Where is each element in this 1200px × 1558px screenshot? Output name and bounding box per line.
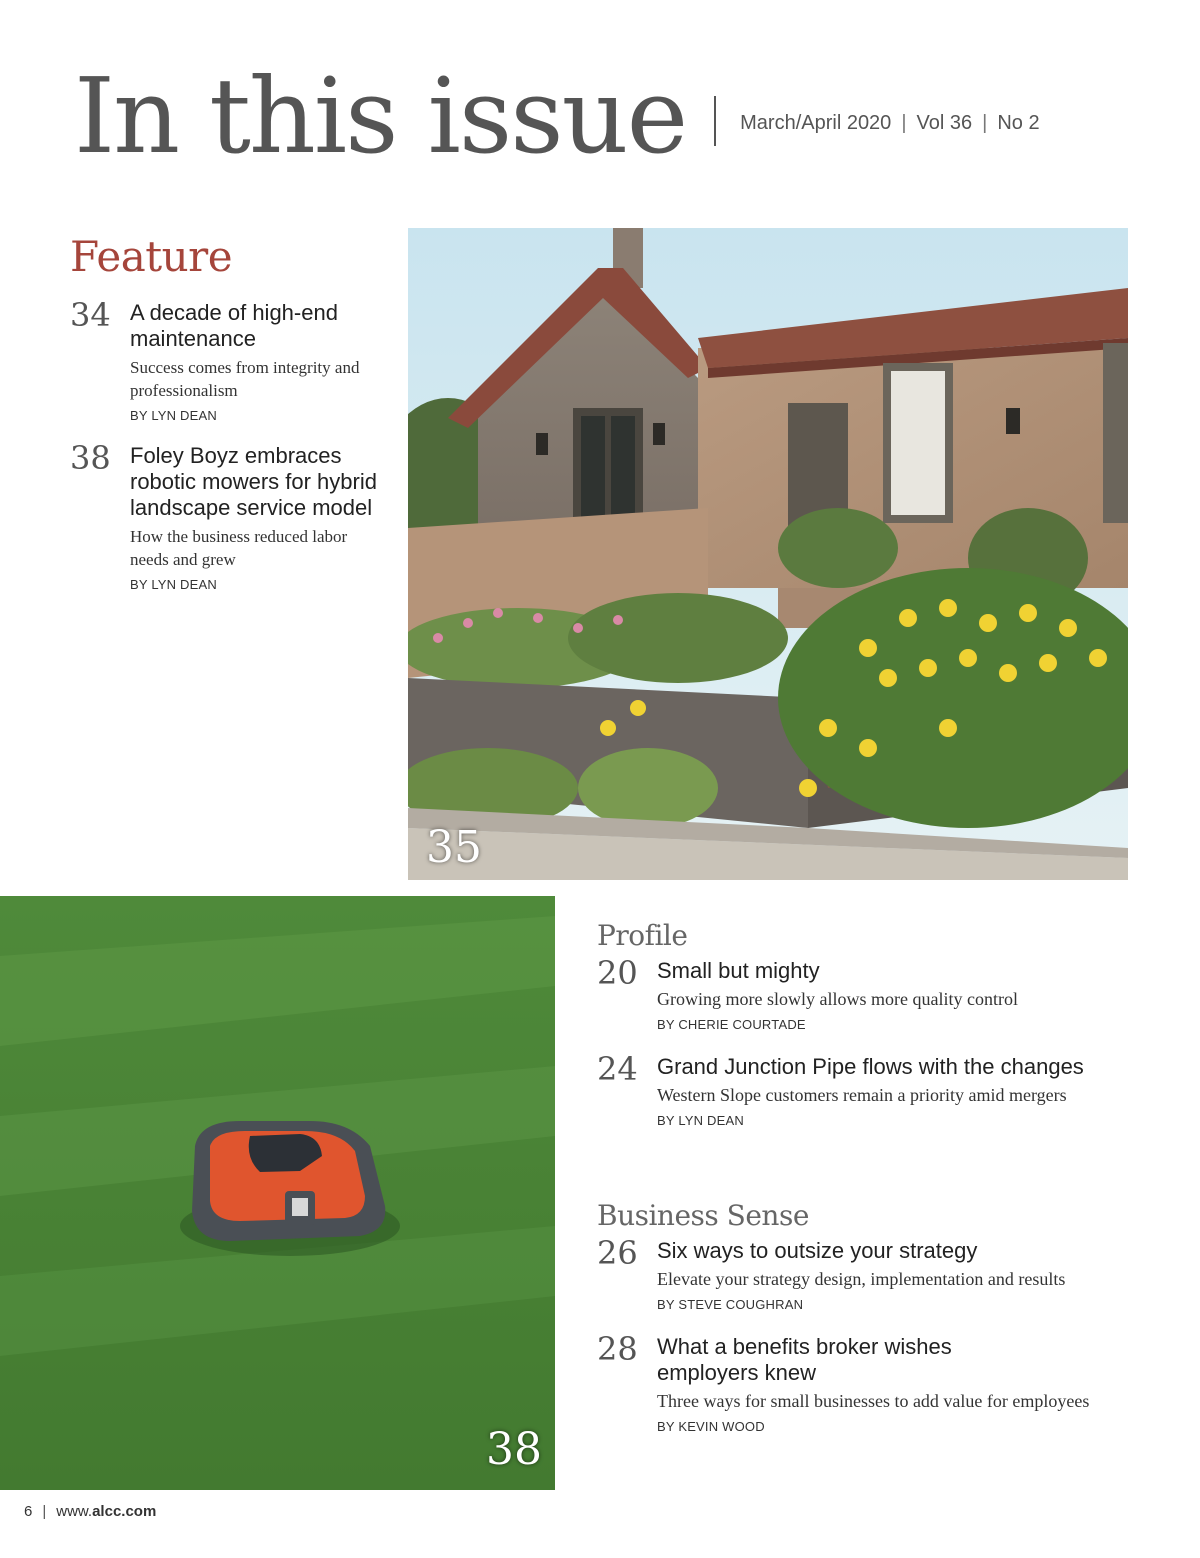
masthead bbox=[74, 56, 1040, 176]
issue-info bbox=[740, 112, 1039, 135]
business-sense-section bbox=[597, 1199, 1157, 1456]
entry-title: What a benefits broker wishes employers knew bbox=[657, 1334, 952, 1385]
entry-byline: BY STEVE COUGHRAN bbox=[657, 1297, 804, 1312]
issue-number: No 2 bbox=[997, 111, 1040, 134]
entry-byline: BY LYN DEAN bbox=[657, 1113, 744, 1128]
entry-subtitle: Western Slope customers remain a priority amid mergers bbox=[657, 1085, 1067, 1105]
footer-divider: | bbox=[42, 1503, 47, 1520]
entry-byline: BY CHERIE COURTADE bbox=[657, 1017, 806, 1032]
page-number: 6 bbox=[24, 1503, 33, 1520]
issue-separator: | bbox=[982, 111, 988, 134]
page-footer bbox=[24, 1503, 156, 1520]
entry-subtitle: Three ways for small businesses to add value for employees bbox=[657, 1391, 1090, 1411]
robotic-mower-photo bbox=[0, 896, 555, 1490]
profile-section bbox=[597, 919, 1157, 1150]
website-prefix: www. bbox=[56, 1503, 93, 1520]
entry-page-number: 28 bbox=[597, 1330, 638, 1368]
entry-page-number: 26 bbox=[597, 1234, 638, 1272]
entry-title: Foley Boyz embraces robotic mowers for hybrid landscape service model bbox=[130, 443, 377, 520]
feature-heading: Feature bbox=[70, 232, 233, 281]
toc-entry[interactable] bbox=[597, 954, 1157, 1032]
entry-byline: BY LYN DEAN bbox=[130, 577, 217, 592]
toc-entry[interactable] bbox=[70, 439, 390, 592]
toc-entry[interactable] bbox=[70, 296, 390, 423]
toc-entry[interactable] bbox=[597, 1234, 1157, 1312]
issue-volume: Vol 36 bbox=[916, 111, 973, 134]
profile-heading: Profile bbox=[597, 919, 688, 952]
issue-separator: | bbox=[901, 111, 907, 134]
issue-date: March/April 2020 bbox=[740, 111, 892, 134]
entry-page-number: 20 bbox=[597, 954, 638, 992]
feature-section bbox=[70, 232, 390, 612]
entry-byline: BY KEVIN WOOD bbox=[657, 1419, 765, 1434]
entry-subtitle: How the business reduced labor needs and grew bbox=[130, 527, 348, 569]
entry-page-number: 24 bbox=[597, 1050, 638, 1088]
entry-page-number: 38 bbox=[70, 439, 111, 477]
entry-title: Six ways to outsize your strategy bbox=[657, 1238, 978, 1263]
entry-subtitle: Elevate your strategy design, implementation and results bbox=[657, 1269, 1066, 1289]
entry-title: Grand Junction Pipe flows with the changes bbox=[657, 1054, 1084, 1079]
entry-title: A decade of high-end maintenance bbox=[130, 300, 338, 351]
page-title: In this issue bbox=[74, 55, 687, 177]
house-illustration bbox=[408, 228, 1128, 880]
house-landscape-photo bbox=[408, 228, 1128, 880]
website-domain: alcc.com bbox=[92, 1503, 157, 1520]
entry-page-number: 34 bbox=[70, 296, 111, 334]
business-sense-heading: Business Sense bbox=[597, 1199, 809, 1232]
photo-page-label: 38 bbox=[486, 1424, 542, 1475]
toc-entry[interactable] bbox=[597, 1330, 1157, 1434]
toc-entry[interactable] bbox=[597, 1050, 1157, 1128]
website-link[interactable] bbox=[56, 1503, 156, 1520]
masthead-divider bbox=[714, 96, 716, 146]
photo-page-label: 35 bbox=[426, 822, 482, 873]
entry-title: Small but mighty bbox=[657, 958, 820, 983]
entry-byline: BY LYN DEAN bbox=[130, 408, 217, 423]
entry-subtitle: Success comes from integrity and professionalism bbox=[130, 358, 360, 400]
entry-subtitle: Growing more slowly allows more quality control bbox=[657, 989, 1018, 1009]
mower-illustration bbox=[0, 896, 555, 1490]
